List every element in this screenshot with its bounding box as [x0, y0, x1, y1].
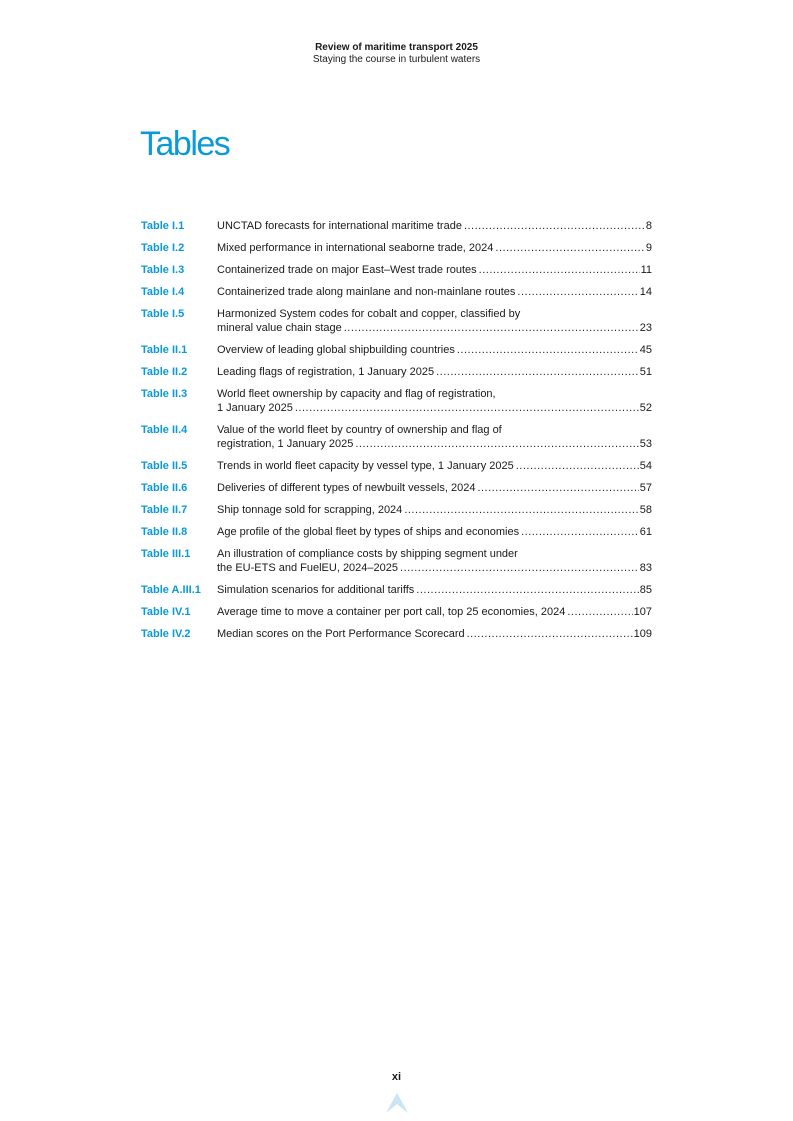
toc-entry-body: [217, 241, 652, 255]
toc-entry-body: [217, 547, 652, 575]
toc-entry-label[interactable]: Table II.7: [141, 504, 188, 516]
toc-entry-page[interactable]: 57: [639, 482, 652, 494]
toc-entry-page[interactable]: 107: [633, 606, 652, 618]
toc-entry-page[interactable]: 52: [639, 402, 652, 414]
toc-entry-title: 1 January 2025: [217, 402, 293, 414]
toc-entry-label[interactable]: Table I.5: [141, 308, 185, 320]
toc-entry-body: [217, 525, 652, 539]
toc-entry-page[interactable]: 45: [639, 344, 652, 356]
toc-entry-title: Ship tonnage sold for scrapping, 2024: [217, 504, 403, 516]
dot-leader: [416, 583, 638, 597]
toc-entry[interactable]: [141, 525, 652, 539]
toc-entry-label[interactable]: Table A.III.1: [141, 584, 201, 596]
toc-entry-title-last-line: [217, 285, 652, 299]
toc-entry[interactable]: [141, 365, 652, 379]
toc-entry-title: Average time to move a container per port call, top 25 economies, 2024: [217, 606, 566, 618]
toc-entry-title: Containerized trade on major East–West trade routes: [217, 264, 477, 276]
toc-entry-title-last-line: [217, 263, 652, 277]
toc-entry-title-last-line: [217, 481, 652, 495]
toc-entry-label[interactable]: Table I.3: [141, 264, 185, 276]
dot-leader: [567, 605, 632, 619]
toc-entry-title-last-line: [217, 605, 652, 619]
toc-entry[interactable]: [141, 219, 652, 233]
dot-leader: [355, 437, 638, 451]
toc-entry[interactable]: [141, 547, 652, 575]
toc-entry-body: [217, 365, 652, 379]
toc-entry[interactable]: [141, 459, 652, 473]
toc-entry-label[interactable]: Table IV.2: [141, 628, 191, 640]
dot-leader: [457, 343, 639, 357]
toc-entry-page[interactable]: 109: [633, 628, 652, 640]
toc-entry-label[interactable]: Table I.2: [141, 242, 185, 254]
toc-entry-label[interactable]: Table II.1: [141, 344, 188, 356]
toc-entry[interactable]: [141, 503, 652, 517]
toc-entry-title: Containerized trade along mainlane and non-mainlane routes: [217, 286, 516, 298]
toc-entry-title: Median scores on the Port Performance Scorecard: [217, 628, 465, 640]
toc-entry-title-last-line: [217, 343, 652, 357]
toc-entry-title-last-line: [217, 503, 652, 517]
toc-entry[interactable]: [141, 481, 652, 495]
toc-entry-body: [217, 503, 652, 517]
tables-list: [141, 219, 652, 649]
dot-leader: [404, 503, 638, 517]
toc-entry-page[interactable]: 58: [639, 504, 652, 516]
toc-entry-title-last-line: [217, 365, 652, 379]
toc-entry-body: [217, 627, 652, 641]
toc-entry-label[interactable]: Table II.6: [141, 482, 188, 494]
dot-leader: [400, 561, 639, 575]
toc-entry[interactable]: [141, 285, 652, 299]
toc-entry[interactable]: [141, 343, 652, 357]
toc-entry-title: Simulation scenarios for additional tariffs: [217, 584, 415, 596]
chevron-up-icon[interactable]: [384, 1089, 410, 1115]
toc-entry[interactable]: [141, 241, 652, 255]
toc-entry-title-last-line: [217, 561, 652, 575]
publication-title: Review of maritime transport 2025: [315, 42, 478, 53]
toc-entry-page[interactable]: 14: [639, 286, 652, 298]
toc-entry-body: [217, 605, 652, 619]
toc-entry-label[interactable]: Table II.4: [141, 424, 188, 436]
toc-entry-body: [217, 343, 652, 357]
toc-entry-title-last-line: [217, 401, 652, 415]
toc-entry-page[interactable]: 8: [645, 220, 652, 232]
toc-entry-title-last-line: [217, 459, 652, 473]
toc-entry[interactable]: [141, 307, 652, 335]
toc-entry-label[interactable]: Table II.3: [141, 388, 188, 400]
toc-entry-title-last-line: [217, 437, 652, 451]
publication-subtitle: Staying the course in turbulent waters: [312, 54, 481, 65]
toc-entry-title-last-line: [217, 219, 652, 233]
dot-leader: [436, 365, 639, 379]
toc-entry-title: Leading flags of registration, 1 January 2025: [217, 366, 435, 378]
toc-entry-title: the EU-ETS and FuelEU, 2024–2025: [217, 562, 399, 574]
toc-entry-title: Deliveries of different types of newbuilt vessels, 2024: [217, 482, 476, 494]
toc-entry-label[interactable]: Table III.1: [141, 548, 191, 560]
toc-entry[interactable]: [141, 423, 652, 451]
toc-entry[interactable]: [141, 387, 652, 415]
toc-entry-body: [217, 481, 652, 495]
toc-entry-page[interactable]: 83: [639, 562, 652, 574]
toc-entry-label[interactable]: Table IV.1: [141, 606, 191, 618]
toc-entry-body: [217, 285, 652, 299]
page-number: xi: [391, 1071, 402, 1083]
toc-entry[interactable]: [141, 263, 652, 277]
toc-entry-label[interactable]: Table I.4: [141, 286, 185, 298]
toc-entry-label[interactable]: Table II.5: [141, 460, 188, 472]
toc-entry[interactable]: [141, 627, 652, 641]
toc-entry-page[interactable]: 85: [639, 584, 652, 596]
dot-leader: [344, 321, 639, 335]
toc-entry-title: Mixed performance in international seaborne trade, 2024: [217, 242, 494, 254]
toc-entry[interactable]: [141, 605, 652, 619]
toc-entry-body: [217, 307, 652, 335]
dot-leader: [517, 285, 638, 299]
toc-entry-page[interactable]: 53: [639, 438, 652, 450]
dot-leader: [516, 459, 639, 473]
toc-entry-label[interactable]: Table I.1: [141, 220, 185, 232]
toc-entry-page[interactable]: 11: [640, 264, 652, 276]
toc-entry-title-last-line: [217, 321, 652, 335]
toc-entry-body: [217, 263, 652, 277]
toc-entry-title-line: Harmonized System codes for cobalt and copper, classified by: [217, 308, 521, 320]
toc-entry-title-last-line: [217, 627, 652, 641]
toc-entry-body: [217, 459, 652, 473]
dot-leader: [495, 241, 644, 255]
toc-entry-title: UNCTAD forecasts for international maritime trade: [217, 220, 462, 232]
dot-leader: [521, 525, 639, 539]
dot-leader: [295, 401, 639, 415]
toc-entry-page[interactable]: 9: [645, 242, 652, 254]
toc-entry-label[interactable]: Table II.8: [141, 526, 188, 538]
toc-entry[interactable]: [141, 583, 652, 597]
toc-entry-page[interactable]: 54: [639, 460, 652, 472]
toc-entry-page[interactable]: 51: [639, 366, 652, 378]
toc-entry-title-last-line: [217, 241, 652, 255]
toc-entry-title: Overview of leading global shipbuilding countries: [217, 344, 455, 356]
toc-entry-body: [217, 583, 652, 597]
toc-entry-body: [217, 219, 652, 233]
toc-entry-body: [217, 423, 652, 451]
dot-leader: [467, 627, 633, 641]
toc-entry-page[interactable]: 61: [639, 526, 652, 538]
toc-entry-body: [217, 387, 652, 415]
page-title: Tables: [140, 125, 230, 163]
toc-entry-title-last-line: [217, 583, 652, 597]
dot-leader: [464, 219, 645, 233]
toc-entry-title-line: An illustration of compliance costs by shipping segment under: [217, 548, 518, 560]
toc-entry-title: mineral value chain stage: [217, 322, 342, 334]
toc-entry-label[interactable]: Table II.2: [141, 366, 188, 378]
dot-leader: [479, 263, 640, 277]
dot-leader: [477, 481, 638, 495]
toc-entry-title: registration, 1 January 2025: [217, 438, 354, 450]
toc-entry-page[interactable]: 23: [639, 322, 652, 334]
toc-entry-title: Trends in world fleet capacity by vessel type, 1 January 2025: [217, 460, 514, 472]
running-header: [0, 42, 793, 66]
toc-entry-title-line: Value of the world fleet by country of ownership and flag of: [217, 424, 502, 436]
toc-entry-title-last-line: [217, 525, 652, 539]
toc-entry-title: Age profile of the global fleet by types of ships and economies: [217, 526, 520, 538]
toc-entry-title-line: World fleet ownership by capacity and flag of registration,: [217, 388, 496, 400]
